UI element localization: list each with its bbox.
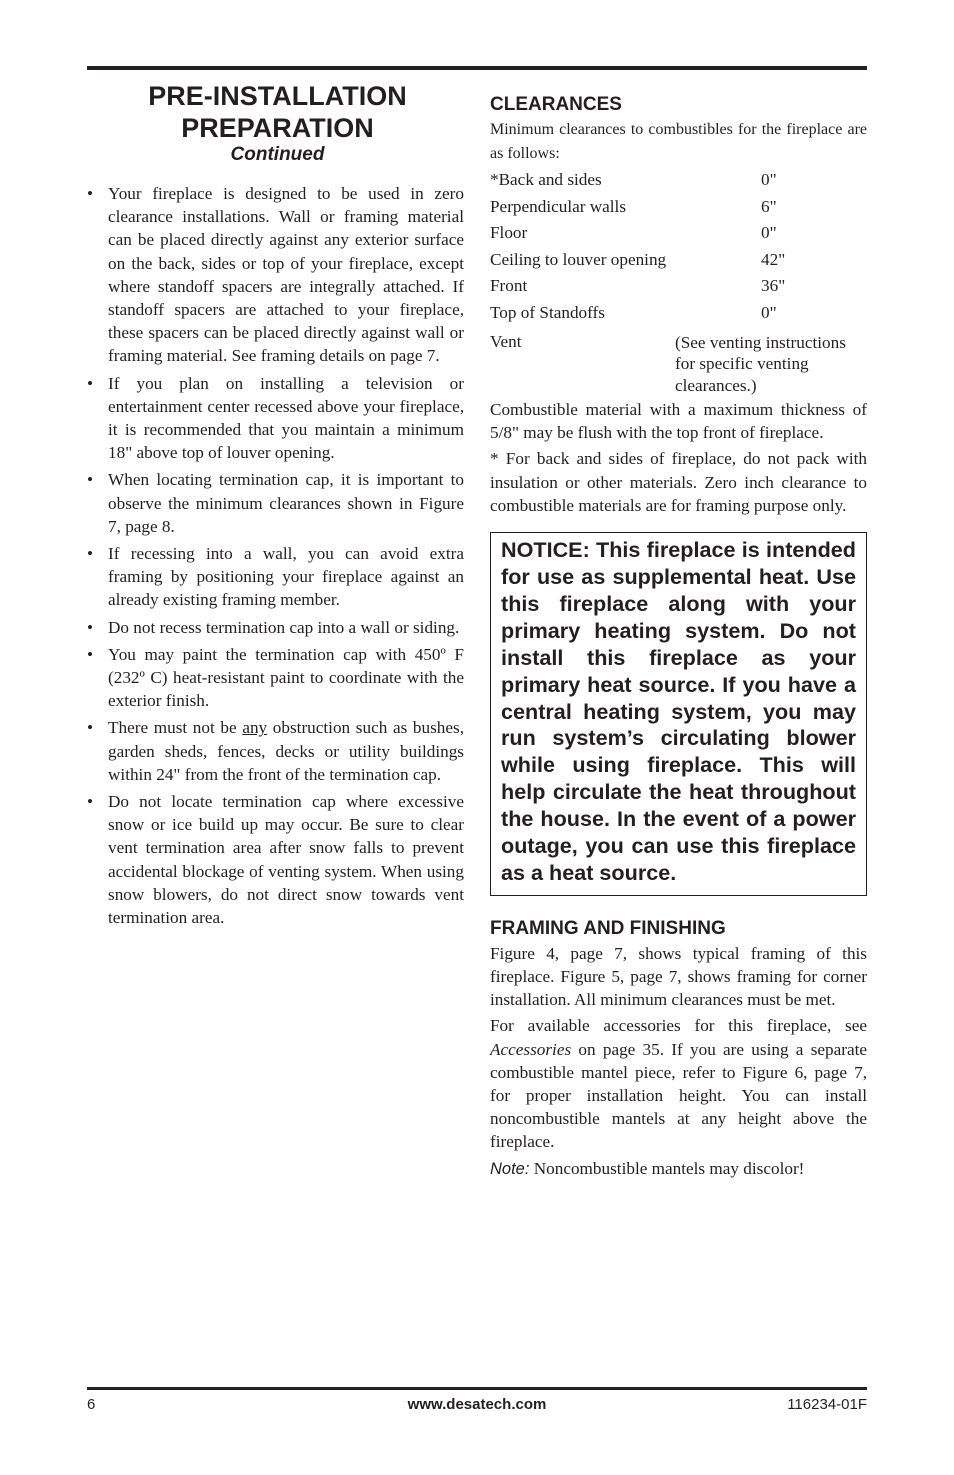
- bullet-dot: •: [87, 644, 94, 664]
- table-row: [490, 220, 867, 247]
- bullet-item: [87, 542, 464, 612]
- clearance-value: 0": [761, 302, 777, 322]
- vent-clearance-table: [490, 329, 867, 397]
- bullet-dot: •: [87, 544, 94, 564]
- bullet-item: [87, 616, 464, 639]
- emphasis-underline: any: [242, 718, 268, 738]
- table-row: [490, 167, 867, 194]
- paragraph-text: on page 35. If you are using a separate combustible mantel piece, refer to Figure 6, page 7, for proper installation height. You can install noncombustible mantels at any height above the fireplace.: [490, 1039, 867, 1152]
- clearances-intro: Minimum clearances to combustibles for the fireplace are as follows:: [490, 121, 867, 162]
- table-row: [490, 300, 867, 327]
- supplemental-heat-notice: NOTICE: This fireplace is intended for use as supplemental heat. Use this fireplace along with your primary heating system. Do not install this fireplace as your primary heat source. If you have a central heating system, you may run system’s circulating blower while using fireplace. This will help circulate the heat throughout the house. In the event of a power outage, you can use this fireplace as a heat source.: [490, 532, 867, 896]
- clearance-value: 0": [761, 170, 777, 189]
- bullet-dot: •: [87, 792, 94, 812]
- document-number: 116234-01F: [787, 1396, 867, 1413]
- combustible-material-note: Combustible material with a maximum thickness of 5/8" may be flush with the top front of fireplace.: [490, 400, 867, 443]
- note-text: Noncombustible mantels may discolor!: [529, 1158, 805, 1178]
- section-subtitle: Continued: [230, 144, 325, 165]
- right-column: [490, 92, 867, 1184]
- accessories-paragraph: [490, 1014, 867, 1153]
- bullet-text: When locating termination cap, it is important to observe the minimum clearances shown in Figure 7, page 8.: [108, 470, 464, 536]
- section-title-line1: PRE-INSTALLATION: [148, 81, 407, 111]
- clearance-label: Front: [490, 276, 528, 296]
- vent-clearance-note: (See venting instructions for specific venting clearances.): [675, 332, 846, 395]
- framing-heading: FRAMING AND FINISHING: [490, 917, 726, 939]
- preparation-bullet-list: [87, 182, 464, 929]
- bullet-item: [87, 182, 464, 368]
- table-row: [490, 194, 867, 221]
- bullet-item: [87, 643, 464, 713]
- clearance-label: Perpendicular walls: [490, 196, 627, 216]
- clearance-label: Ceiling to louver opening: [490, 249, 667, 269]
- clearance-value: 0": [761, 223, 777, 243]
- note-label: Note:: [490, 1159, 530, 1178]
- bullet-item: [87, 790, 464, 929]
- clearances-table: [490, 167, 867, 327]
- bullet-item: [87, 468, 464, 538]
- bullet-dot: •: [87, 718, 94, 738]
- bullet-dot: •: [87, 470, 94, 490]
- section-title: [87, 80, 464, 144]
- bullet-text-part: obstruction such as bushes, garden sheds, fences, decks or utility buildings within 24" from the front of the termination cap.: [108, 718, 464, 784]
- clearance-label: *Back and sides: [490, 170, 602, 189]
- table-row: [490, 329, 867, 397]
- back-sides-note: * For back and sides of fireplace, do not pack with insulation or other materials. Zero inch clearance to combustible materials are for framing purpose only.: [490, 449, 867, 515]
- bottom-rule: [87, 1387, 867, 1390]
- bullet-text: Your fireplace is designed to be used in zero clearance installations. Wall or framing material can be placed directly against any exterior surface on the back, sides or top of your fireplace, except where standoff spacers are integrally attached. If standoff spacers are attached to your fireplace, these spacers can be placed directly against wall or framing material. See framing details on page 7.: [108, 184, 464, 366]
- page-number: 6: [87, 1396, 96, 1413]
- paragraph-text: For available accessories for this fireplace, see: [490, 1016, 867, 1036]
- bullet-dot: •: [87, 373, 94, 393]
- bullet-item: [87, 716, 464, 786]
- clearance-label: Top of Standoffs: [490, 302, 605, 322]
- table-row: [490, 247, 867, 274]
- bullet-text: Do not locate termination cap where excessive snow or ice build up may occur. Be sure to clear vent termination area after snow falls to prevent accidental blockage of venting system. When using snow blowers, do not direct snow towards vent termination area.: [108, 792, 464, 928]
- mantel-note: [490, 1157, 867, 1181]
- clearance-value: 6": [761, 196, 777, 216]
- bullet-text: You may paint the termination cap with 450º F (232º C) heat-resistant paint to coordinate with the exterior finish.: [108, 644, 464, 711]
- bullet-text: If recessing into a wall, you can avoid extra framing by positioning your fireplace against an already existing framing member.: [108, 544, 464, 610]
- top-rule: [87, 66, 867, 70]
- clearances-heading: CLEARANCES: [490, 94, 622, 115]
- framing-paragraph: Figure 4, page 7, shows typical framing of this fireplace. Figure 5, page 7, shows framing for corner installation. All minimum clearances must be met.: [490, 943, 867, 1010]
- footer-website: www.desatech.com: [407, 1396, 547, 1413]
- clearance-value: 36": [761, 276, 786, 296]
- clearance-label: Vent: [490, 331, 522, 351]
- table-row: [490, 273, 867, 300]
- bullet-text: [108, 718, 464, 783]
- bullet-text-part: There must not be: [108, 718, 243, 738]
- bullet-text: Do not recess termination cap into a wall or siding.: [108, 617, 460, 637]
- section-title-line2: PREPARATION: [181, 113, 374, 143]
- bullet-dot: •: [87, 184, 94, 203]
- bullet-dot: •: [87, 617, 94, 637]
- left-column: [87, 80, 464, 933]
- accessories-reference: Accessories: [490, 1039, 572, 1059]
- clearance-value: 42": [761, 249, 786, 269]
- bullet-item: [87, 372, 464, 465]
- clearance-label: Floor: [490, 223, 528, 243]
- bullet-text: If you plan on installing a television or entertainment center recessed above your fireplace, it is recommended that you maintain a minimum 18" above top of louver opening.: [108, 373, 464, 463]
